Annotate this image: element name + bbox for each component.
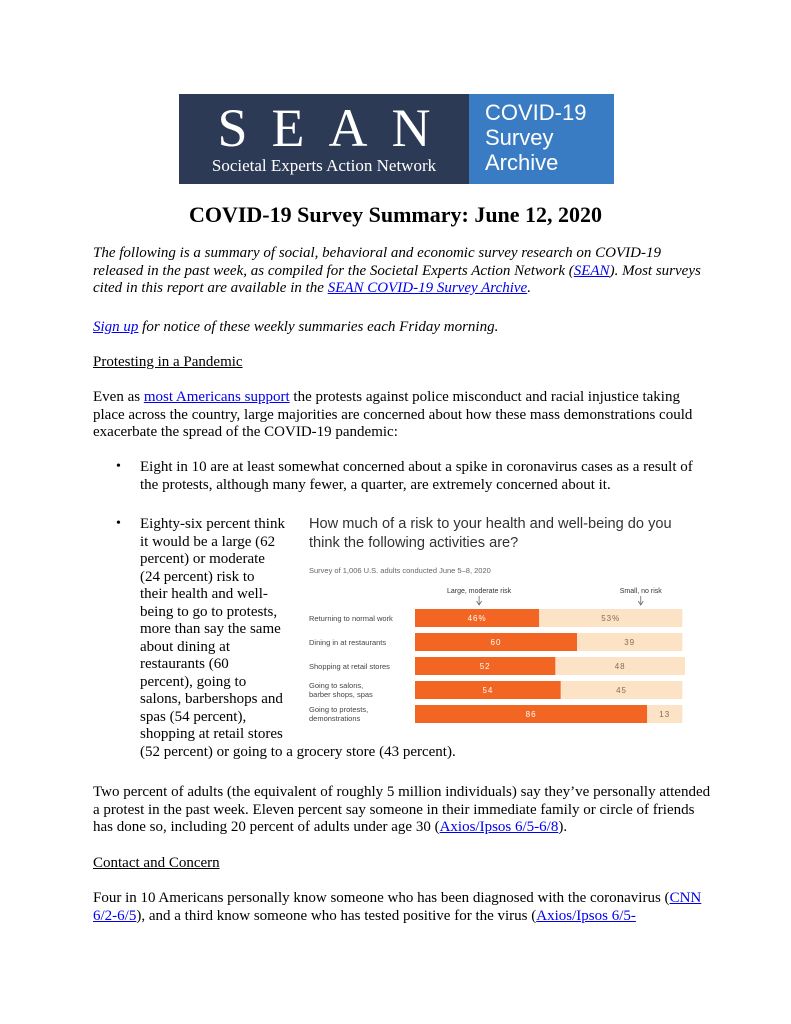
chart-title: How much of a risk to your health and well-being do you think the following activities are? — [309, 516, 672, 551]
intro-text: . — [527, 280, 531, 296]
page-title: COVID-19 Survey Summary: June 12, 2020 — [188, 202, 603, 227]
category-label: Going to protests, — [309, 705, 369, 714]
bullet-line: being to go to protests, — [140, 603, 278, 620]
data-label: 45 — [616, 686, 628, 695]
bullet-line: their health and well- — [140, 586, 268, 602]
intro-text: The following is a summary of social, behavioral and economic survey research on COVID-19 released in the past week, as compiled for the Societal Experts Action Network ( — [93, 245, 661, 279]
bullet-line: (24 percent) risk to — [140, 568, 255, 585]
signup-link[interactable]: Sign up — [93, 319, 139, 335]
paragraph-text: Four in 10 Americans personally know someone who has been diagnosed with the coronavirus ( — [93, 890, 670, 906]
bullet-line: (52 percent) or going to a grocery store (43 percent). — [140, 744, 456, 760]
axios-ipsos-link[interactable]: Axios/Ipsos 6/5-6/8 — [439, 819, 559, 835]
data-label: 53% — [601, 614, 621, 623]
bullet-line: about dining at — [140, 638, 230, 655]
bullet-risk-activities — [140, 516, 300, 744]
logo-archive-line: COVID-19 — [485, 100, 587, 125]
sean-logo — [179, 94, 614, 184]
protest-paragraph — [93, 389, 713, 442]
section-heading: Protesting in a Pandemic — [93, 354, 243, 370]
logo-archive-panel — [469, 94, 614, 184]
bullet-dot: • — [116, 459, 121, 474]
data-label: 48 — [614, 662, 626, 671]
data-label: 46% — [467, 614, 487, 623]
signup-text: for notice of these weekly summaries each Friday morning. — [138, 319, 499, 335]
bullet-line: more than say the same — [140, 621, 281, 637]
most-americans-support-link[interactable]: most Americans support — [143, 389, 290, 405]
section-heading: Contact and Concern — [93, 855, 220, 871]
cnn-link[interactable]: CNN 6/2-6/5 — [93, 890, 702, 924]
intro-paragraph — [93, 245, 713, 298]
risk-chart — [303, 515, 693, 747]
category-label: Dining in at restaurants — [309, 638, 387, 647]
bullet-line: it would be a large (62 — [140, 533, 276, 550]
data-label: 13 — [659, 710, 671, 719]
intro-text: ). Most surveys cited in this report are available in the — [93, 262, 701, 296]
logo-archive-line: Survey — [485, 125, 554, 150]
logo-acronym: SEAN — [217, 98, 455, 158]
bullet-line: restaurants (60 — [140, 656, 229, 672]
category-label: demonstrations — [309, 714, 361, 723]
category-label: Shopping at retail stores — [309, 662, 390, 671]
data-label: 39 — [624, 638, 636, 647]
data-label: 86 — [525, 710, 537, 719]
category-label: Returning to normal work — [309, 614, 393, 623]
sean-link[interactable]: SEAN — [573, 262, 610, 279]
bullet-line: shopping at retail stores — [140, 726, 283, 742]
contact-paragraph — [93, 890, 713, 925]
attendance-paragraph — [93, 784, 713, 837]
axios-ipsos-link-2[interactable]: Axios/Ipsos 6/5- — [536, 907, 636, 924]
bullet-line: spas (54 percent), — [140, 708, 247, 725]
paragraph-text: Two percent of adults (the equivalent of roughly 5 million individuals) say they’ve personally attended a protest in the past week. Eleven percent say someone in their immediate family or circle of friends has done so, including 20 percent of adults under age 30 ( — [93, 784, 711, 835]
chart-plot — [303, 515, 693, 747]
logo-left-panel — [179, 94, 469, 184]
bullet-line: salons, barbershops and — [140, 691, 283, 707]
paragraph-text: ). — [558, 819, 568, 835]
bullet-line: Eighty-six percent think — [140, 516, 285, 532]
legend-label-1: Small, no risk — [619, 588, 662, 595]
bullet-dot: • — [116, 516, 121, 531]
bullet-line: percent) or moderate — [140, 551, 265, 567]
logo-org-name: Societal Experts Action Network — [211, 156, 437, 175]
paragraph-text: ), and a third know someone who has tested positive for the virus ( — [136, 907, 537, 924]
category-label: Going to salons, — [309, 681, 364, 690]
category-label: barber shops, spas — [309, 690, 373, 699]
data-label: 54 — [482, 686, 494, 695]
data-label: 52 — [479, 662, 491, 671]
legend-label-0: Large, moderate risk — [446, 588, 512, 595]
logo-archive-line: Archive — [485, 150, 559, 175]
signup-paragraph — [93, 319, 713, 337]
archive-link[interactable]: SEAN COVID-19 Survey Archive — [327, 280, 528, 296]
data-label: 60 — [490, 638, 502, 647]
chart-subtitle: Survey of 1,006 U.S. adults conducted June 5–8, 2020 — [309, 566, 491, 575]
paragraph-text: the protests against police misconduct and racial injustice taking place across the country, large majorities are concerned about how these mass demonstrations could exacerbate the spread of the COVID-19 pandemic: — [93, 389, 693, 440]
bullet-line: percent), going to — [140, 673, 247, 690]
paragraph-text: Even as — [93, 389, 144, 405]
bullet-concern-spike: Eight in 10 are at least somewhat concerned about a spike in coronavirus cases as a result of the protests, although many fewer, a quarter, are extremely concerned about it. — [140, 459, 693, 493]
